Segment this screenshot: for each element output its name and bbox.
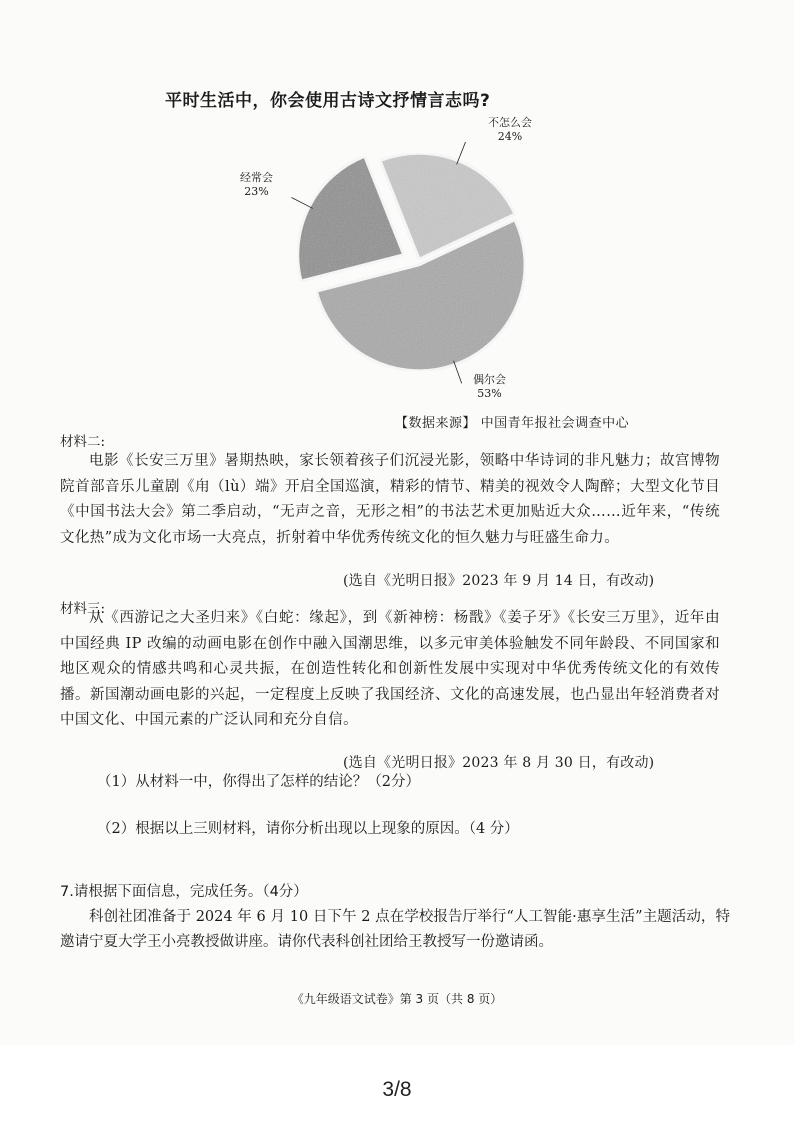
question-7-title: 7.请根据下面信息，完成任务。（4分） bbox=[60, 884, 308, 900]
material-3-text: 从《西游记之大圣归来》《白蛇：缘起》，到《新神榜：杨戬》《姜子牙》《长安三万里》，近年由中国经典 IP 改编的动画电影在创作中融入国潮思维，以多元审美体验触发不同年龄段、不同国家和地区观众的情感共鸣和心灵共振，在创造性转化和创新性发展中实现对中华优秀传统文化的有效传播。新国潮动画电影的兴起，一定程度上反映了我国经济、文化的高速发展，也凸显出年轻消费者对中国文化、中国元素的广泛认同和充分自信。 bbox=[60, 610, 720, 728]
question-1: （1）从材料一中，你得出了怎样的结论？（2分） bbox=[97, 774, 420, 790]
material-2-text: 电影《长安三万里》暑期热映，家长领着孩子们沉浸光影，领略中华诗词的非凡魅力；故宫博物院首部音乐儿童剧《甪（lù）端》开启全国巡演，精彩的情节、精美的视效令人陶醉；大型文化节目《中国书法大会》第二季启动，“无声之音，无形之相”的书法艺术更加贴近大众……近年来，“传统文化热”成为文化市场一大亮点，折射着中华优秀传统文化的恒久魅力与旺盛生命力。 bbox=[60, 453, 720, 546]
pie-chart bbox=[0, 0, 794, 420]
material-3-citation: (选自《光明日报》2023 年 8 月 30 日，有改动) bbox=[343, 755, 655, 771]
material-3-heading: 材料三: bbox=[60, 601, 106, 617]
question-2: （2）根据以上三则材料，请你分析出现以上现象的原因。（4 分） bbox=[97, 821, 519, 837]
material-2-heading: 材料二: bbox=[60, 434, 106, 450]
data-source-note: 【数据来源】 中国青年报社会调查中心 bbox=[395, 416, 630, 431]
chart-title: 平时生活中，你会使用古诗文抒情言志吗? bbox=[165, 91, 491, 111]
question-7-text: 科创社团准备于 2024 年 6 月 10 日下午 2 点在学校报告厅举行“人工智能·惠享生活”主题活动，特邀请宁夏大学王小亮教授做讲座。请你代表科创社团给王教授写一份邀请函。 bbox=[60, 909, 730, 950]
slice-label-rarely: 不怎么会 24% bbox=[488, 116, 532, 143]
material-2-citation: (选自《光明日报》2023 年 9 月 14 日，有改动) bbox=[343, 573, 655, 589]
slice-label-occasionally: 偶尔会 53% bbox=[473, 373, 506, 400]
page-indicator: 3/8 bbox=[382, 1078, 412, 1101]
page-footer: 《九年级语文试卷》第 3 页（共 8 页） bbox=[291, 992, 503, 1006]
slice-label-often: 经常会 23% bbox=[240, 171, 273, 198]
